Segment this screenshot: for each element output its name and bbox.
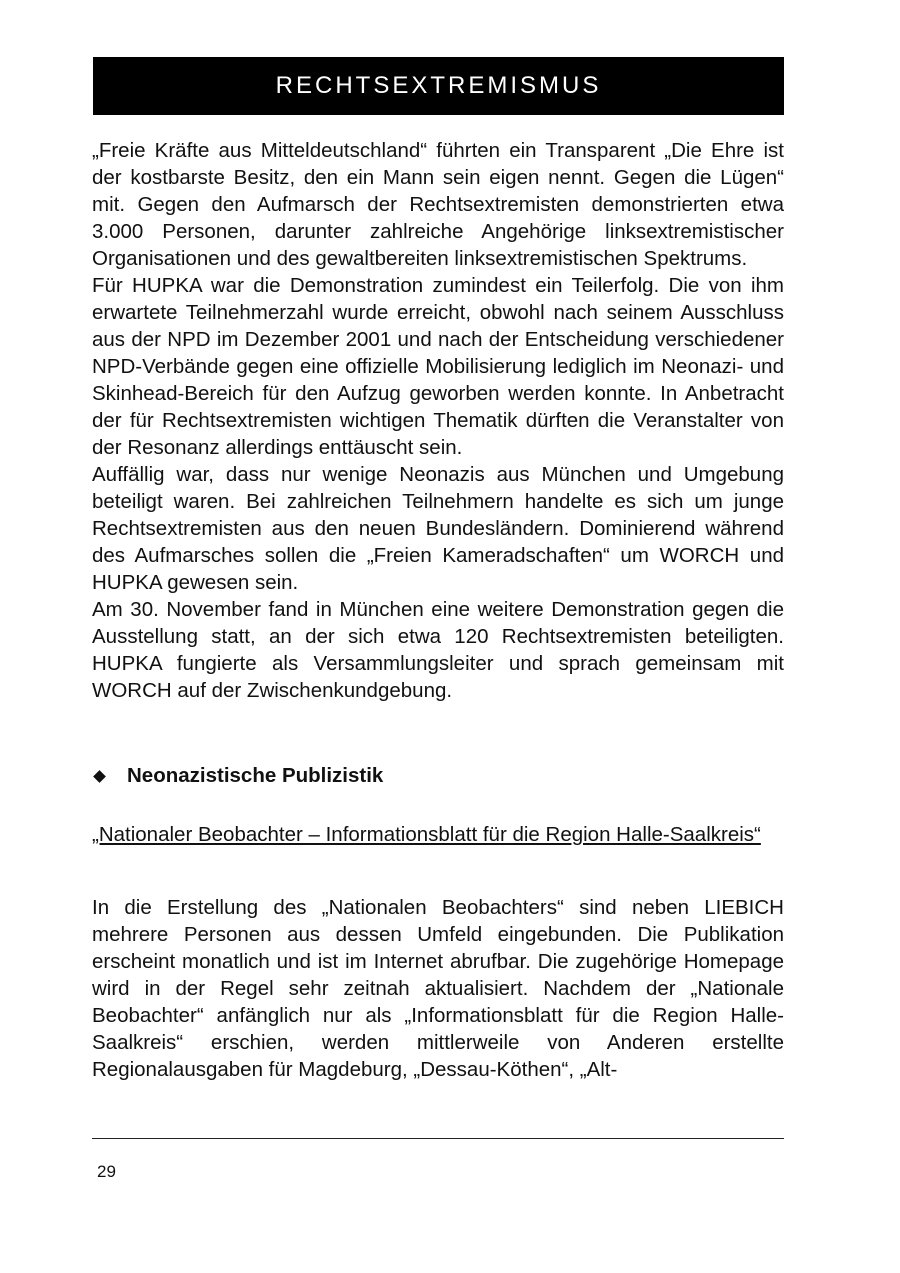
paragraph: Auffällig war, dass nur wenige Neonazis aus München und Umgebung beteiligt waren. Bei zahlreichen Teilnehmern handelte es sich um junge Rechtsextremisten aus den neuen Bundesländern. Dominierend während des Aufmarsches sollen die „Freien Kameradschaften“ um WORCH und HUPKA gewesen sein. (92, 463, 784, 594)
body-text-block (92, 894, 784, 1083)
paragraph: Für HUPKA war die Demonstration zumindest ein Teilerfolg. Die von ihm erwartete Teilnehmerzahl wurde erreicht, obwohl nach seinem Ausschluss aus der NPD im Dezember 2001 und nach der Entscheidung verschiedener NPD-Verbände gegen eine offizielle Mobilisierung lediglich im Neonazi- und Skinhead-Bereich für den Aufzug geworben werden konnte. In Anbetracht der für Rechtsextremisten wichtigen Thematik dürften die Veranstalter von der Resonanz allerdings enttäuscht sein. (92, 274, 784, 459)
diamond-bullet-icon (93, 770, 106, 783)
body-text-block (92, 137, 784, 704)
page-number: 29 (97, 1162, 116, 1181)
footer-divider (92, 1138, 784, 1139)
section-heading-text: Neonazistische Publizistik (127, 764, 384, 787)
paragraph: Am 30. November fand in München eine weitere Demonstration gegen die Ausstellung statt, an der sich etwa 120 Rechtsextremisten beteiligten. HUPKA fungierte als Versammlungsleiter und sprach gemeinsam mit WORCH auf der Zwischenkundgebung. (92, 598, 784, 702)
paragraph: In die Erstellung des „Nationalen Beobachters“ sind neben LIEBICH mehrere Personen aus dessen Umfeld eingebunden. Die Publikation erscheint monatlich und ist im Internet abrufbar. Die zugehörige Homepage wird in der Regel sehr zeitnah aktualisiert. Nachdem der „Nationale Beobachter“ anfänglich nur als „Informationsblatt für die Region Halle-Saalkreis“ erschien, werden mittlerweile von Anderen erstellte Regionalausgaben für Magdeburg, „Dessau-Köthen“, „Alt- (92, 896, 784, 1081)
subsection-heading: „Nationaler Beobachter – Informationsblatt für die Region Halle-Saalkreis“ (92, 823, 761, 846)
chapter-header-bar (93, 57, 784, 115)
paragraph: „Freie Kräfte aus Mitteldeutschland“ führten ein Transparent „Die Ehre ist der kostbarste Besitz, den ein Mann sein eigen nennt. Gegen die Lügen“ mit. Gegen den Aufmarsch der Rechtsextremisten demonstrierten etwa 3.000 Personen, darunter zahlreiche Angehörige linksextremistischer Organisationen und des gewaltbereiten linksextremistischen Spektrums. (92, 139, 784, 270)
section-heading (92, 764, 383, 788)
chapter-title: RECHTSEXTREMISMUS (275, 72, 602, 99)
